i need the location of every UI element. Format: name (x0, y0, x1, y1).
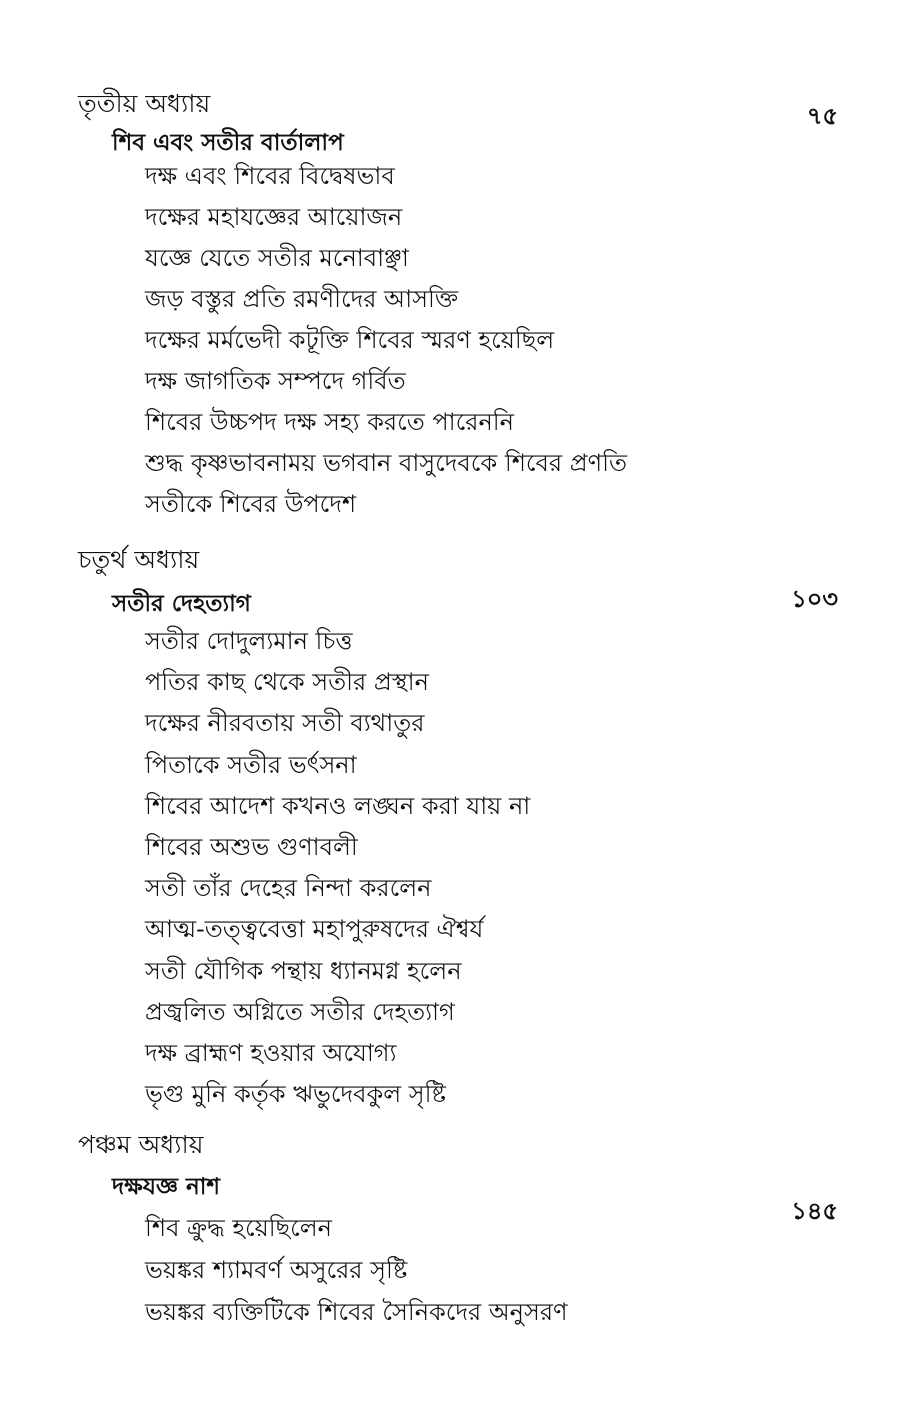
list-item: দক্ষ এবং শিবের বিদ্বেষভাব (145, 162, 395, 190)
section-title: সতীর দেহত্যাগ (112, 591, 251, 617)
list-item: সতীকে শিবের উপদেশ (145, 490, 357, 518)
list-item: ভৃগু মুনি কর্তৃক ঋভুদেবকুল সৃষ্টি (145, 1080, 446, 1109)
list-item: দক্ষ জাগতিক সম্পদে গর্বিত (145, 367, 406, 395)
list-item: সতী তাঁর দেহের নিন্দা করলেন (145, 874, 432, 903)
topic-list (145, 156, 845, 525)
list-item: দক্ষ ব্রাহ্মণ হওয়ার অযোগ্য (145, 1039, 397, 1068)
chapter-heading: পঞ্চম অধ্যায় (78, 1130, 204, 1159)
list-item: ভয়ঙ্কর ব্যক্তিটিকে শিবের সৈনিকদের অনুসরণ (145, 1298, 568, 1326)
list-item: শিবের আদেশ কখনও লঙ্ঘন করা যায় না (145, 791, 531, 820)
list-item: জড় বস্তুর প্রতি রমণীদের আসক্তি (145, 285, 459, 313)
list-item: প্রজ্বলিত অগ্নিতে সতীর দেহত্যাগ (145, 997, 455, 1026)
topic-list (145, 1207, 845, 1333)
list-item: দক্ষের মহাযজ্ঞের আয়োজন (145, 203, 403, 231)
section-title: শিব এবং সতীর বার্তালাপ (112, 130, 344, 156)
list-item: আত্ম-তত্ত্ববেত্তা মহাপুরুষদের ঐশ্বর্য (145, 915, 484, 944)
list-item: শিব ক্রুদ্ধ হয়েছিলেন (145, 1214, 333, 1242)
chapter-heading: তৃতীয় অধ্যায় (78, 89, 211, 118)
list-item: দক্ষের নীরবতায় সতী ব্যথাতুর (145, 709, 425, 738)
list-item: পিতাকে সতীর ভর্ৎসনা (145, 750, 357, 779)
list-item: পতির কাছ থেকে সতীর প্রস্থান (145, 668, 429, 697)
list-item: ভয়ঙ্কর শ্যামবর্ণ অসুরের সৃষ্টি (145, 1256, 408, 1284)
list-item: শুদ্ধ কৃষ্ণভাবনাময় ভগবান বাসুদেবকে শিবের প্রণতি (145, 449, 628, 477)
list-item: শিবের অশুভ গুণাবলী (145, 833, 358, 862)
list-item: দক্ষের মর্মভেদী কটূক্তি শিবের স্মরণ হয়েছিল (145, 326, 555, 354)
page-number: ১৪৫ (791, 1197, 838, 1225)
page-number: ৭৫ (806, 102, 838, 130)
topic-list (145, 621, 845, 1115)
page-number: ১০৩ (791, 585, 838, 613)
section-title: দক্ষযজ্ঞ নাশ (112, 1174, 220, 1200)
chapter-heading: চতুর্থ অধ্যায় (78, 545, 200, 574)
list-item: শিবের উচ্চপদ দক্ষ সহ্য করতে পারেননি (145, 408, 514, 436)
list-item: যজ্ঞে যেতে সতীর মনোবাঞ্ছা (145, 244, 409, 272)
list-item: সতী যৌগিক পন্থায় ধ্যানমগ্ন হলেন (145, 956, 462, 985)
list-item: সতীর দোদুল্যমান চিত্ত (145, 627, 353, 655)
